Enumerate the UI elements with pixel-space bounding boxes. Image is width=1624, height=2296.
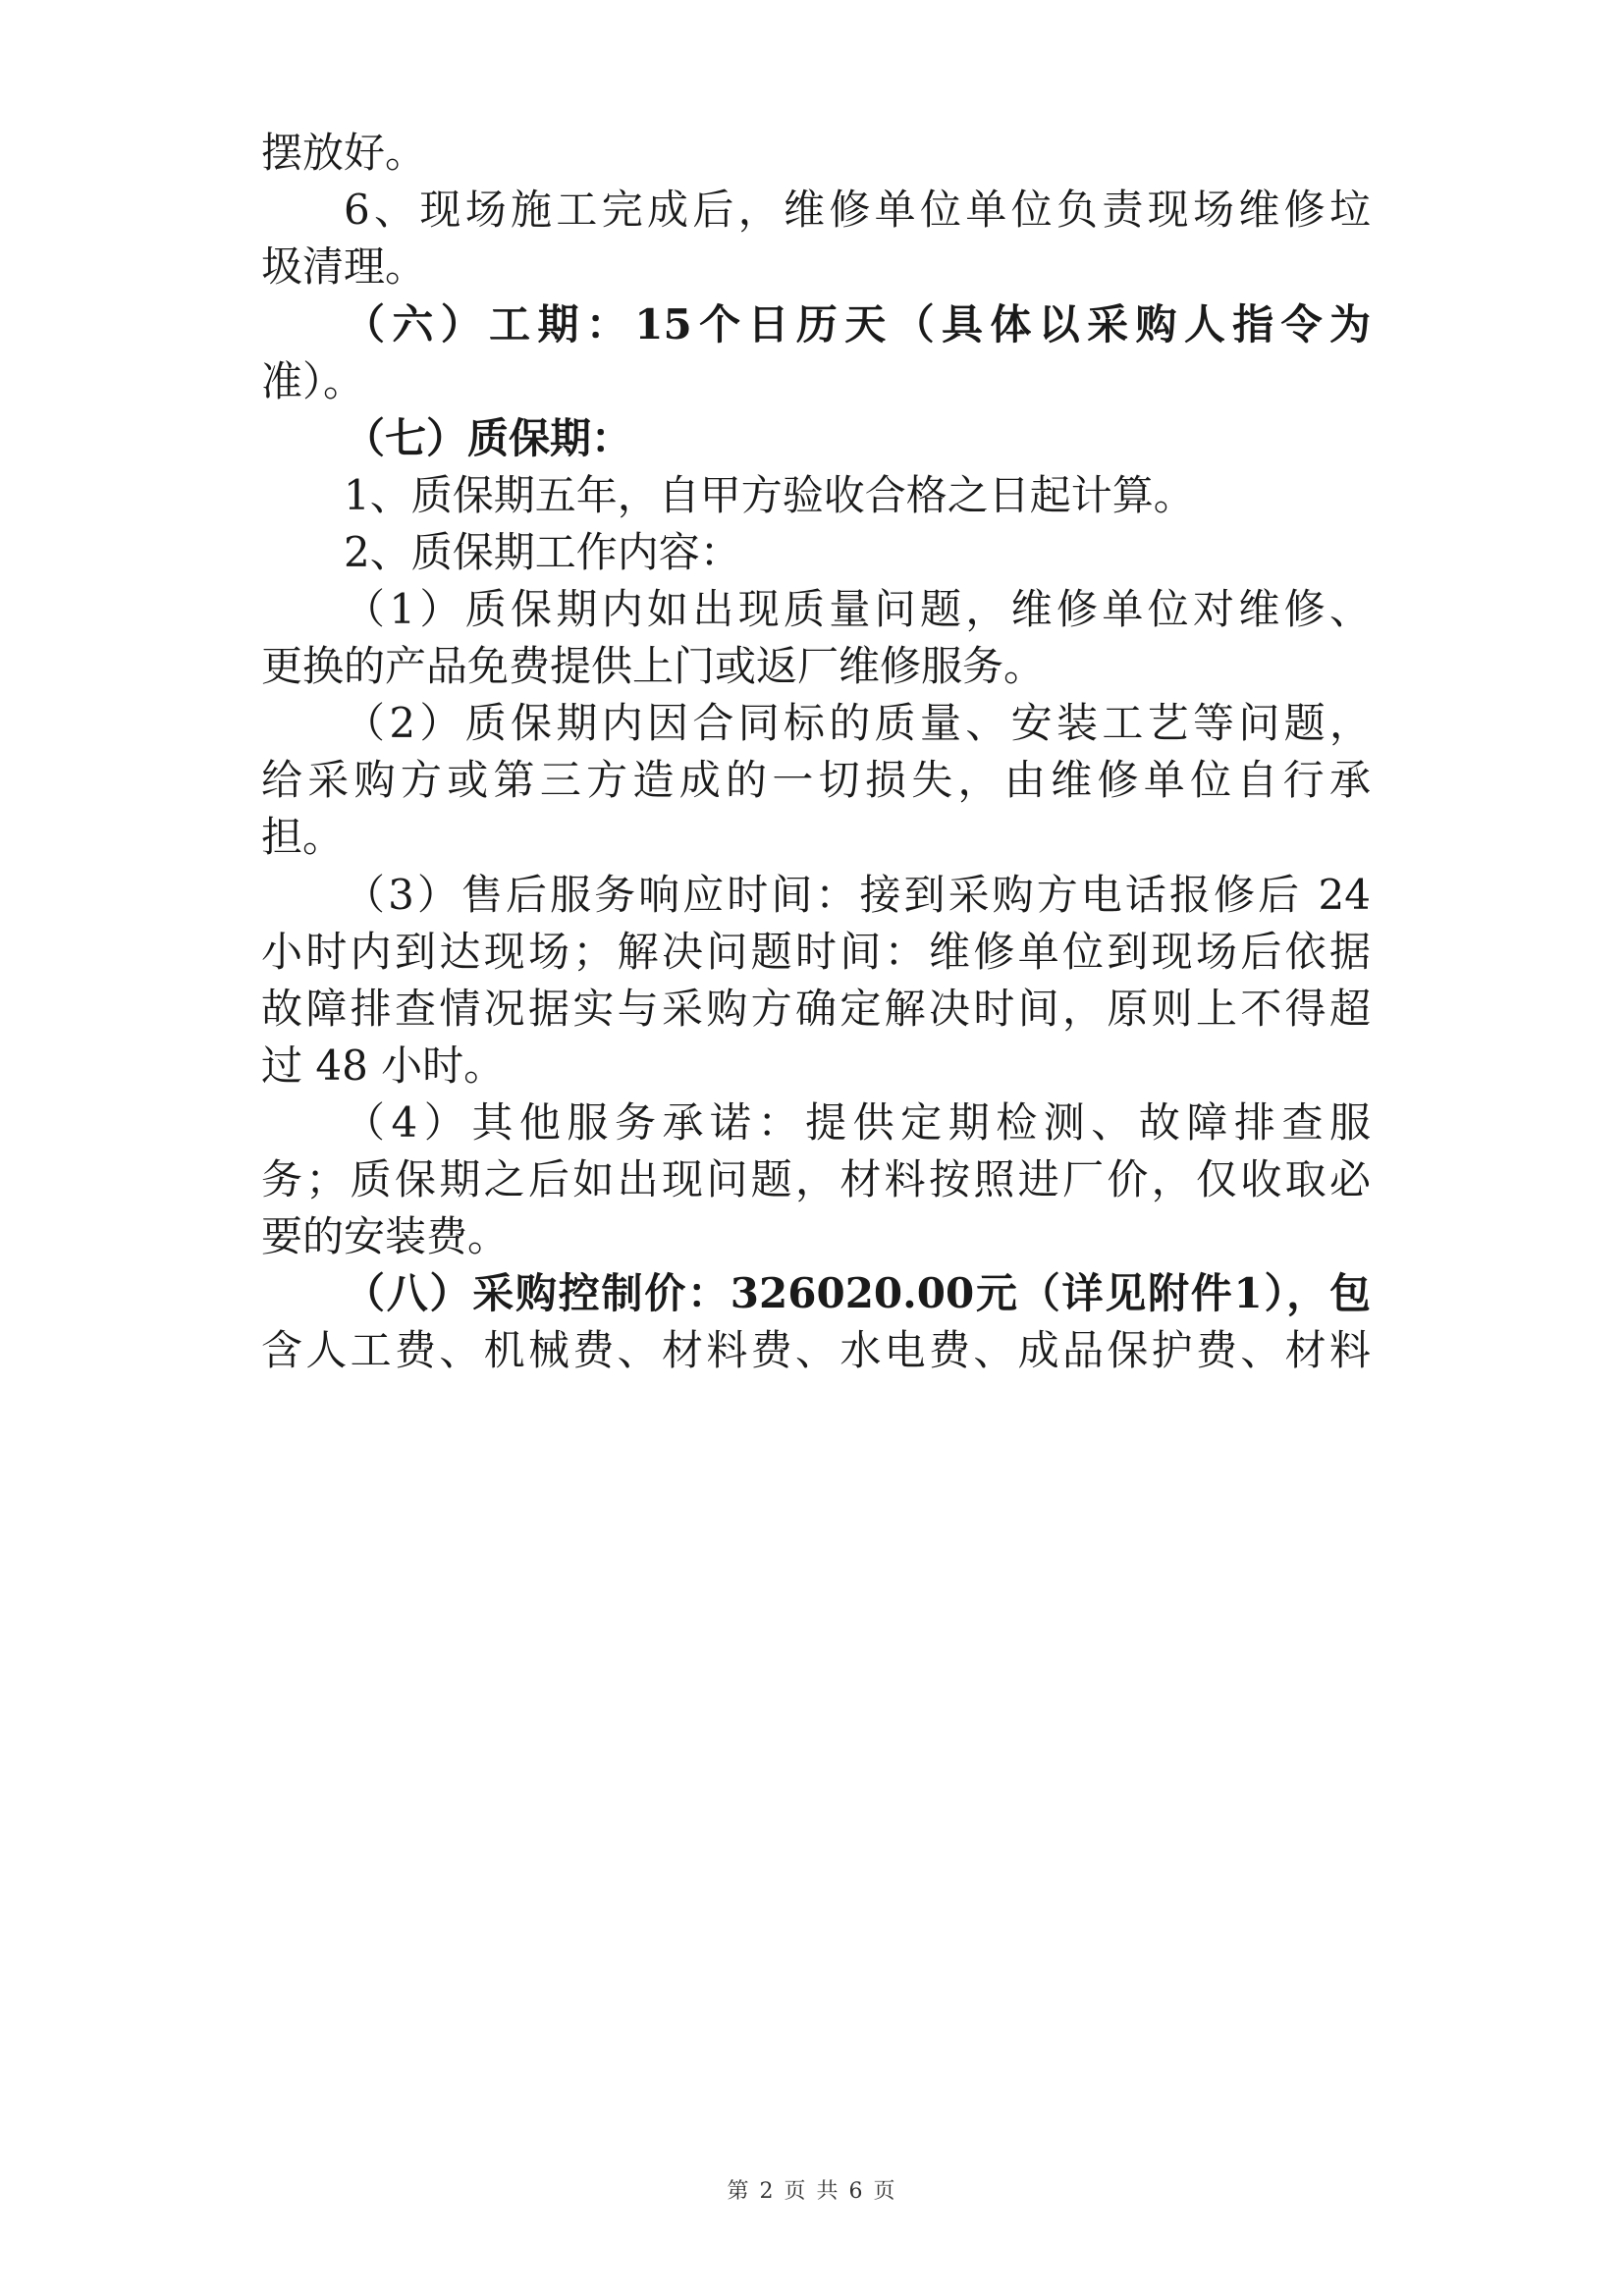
section-heading: （七）质保期： <box>344 414 633 462</box>
section-heading: （六）工期：15个日历天（具体以采购人指令为 <box>344 300 1371 348</box>
paragraph-line: （4）其他服务承诺：提供定期检测、故障排查服 <box>344 1098 1371 1147</box>
paragraph-line: 过 48 小时。 <box>261 1041 506 1090</box>
paragraph-line: 更换的产品免费提供上门或返厂维修服务。 <box>261 642 1046 690</box>
paragraph-line: 摆放好。 <box>261 129 427 177</box>
paragraph-line: 含人工费、机械费、材料费、水电费、成品保护费、材料 <box>261 1326 1371 1374</box>
paragraph-line: 圾清理。 <box>261 242 427 291</box>
paragraph-line: 2、质保期工作内容： <box>344 528 741 576</box>
paragraph-line: （1）质保期内如出现质量问题，维修单位对维修、 <box>344 585 1371 633</box>
paragraph-line: 准）。 <box>261 357 365 405</box>
paragraph-line: 6、现场施工完成后，维修单位单位负责现场维修垃 <box>344 186 1371 234</box>
paragraph-line: 务；质保期之后如出现问题，材料按照进厂价，仅收取必 <box>261 1155 1371 1203</box>
paragraph-line: 给采购方或第三方造成的一切损失，由维修单位自行承 <box>261 756 1371 804</box>
paragraph-line: （3）售后服务响应时间：接到采购方电话报修后 24 <box>344 871 1371 919</box>
paragraph-line: 担。 <box>261 813 345 861</box>
paragraph-line: 要的安装费。 <box>261 1212 510 1260</box>
page-footer: 第 2 页 共 6 页 <box>727 2179 897 2204</box>
paragraph-line: （2）质保期内因合同标的质量、安装工艺等问题， <box>344 699 1371 747</box>
paragraph-line: 故障排查情况据实与采购方确定解决时间，原则上不得超 <box>261 985 1371 1033</box>
paragraph-line: 小时内到达现场；解决问题时间：维修单位到现场后依据 <box>261 928 1371 976</box>
section-heading: （八）采购控制价：326020.00元（详见附件1），包 <box>344 1269 1371 1317</box>
paragraph-line: 1、质保期五年，自甲方验收合格之日起计算。 <box>344 471 1195 519</box>
